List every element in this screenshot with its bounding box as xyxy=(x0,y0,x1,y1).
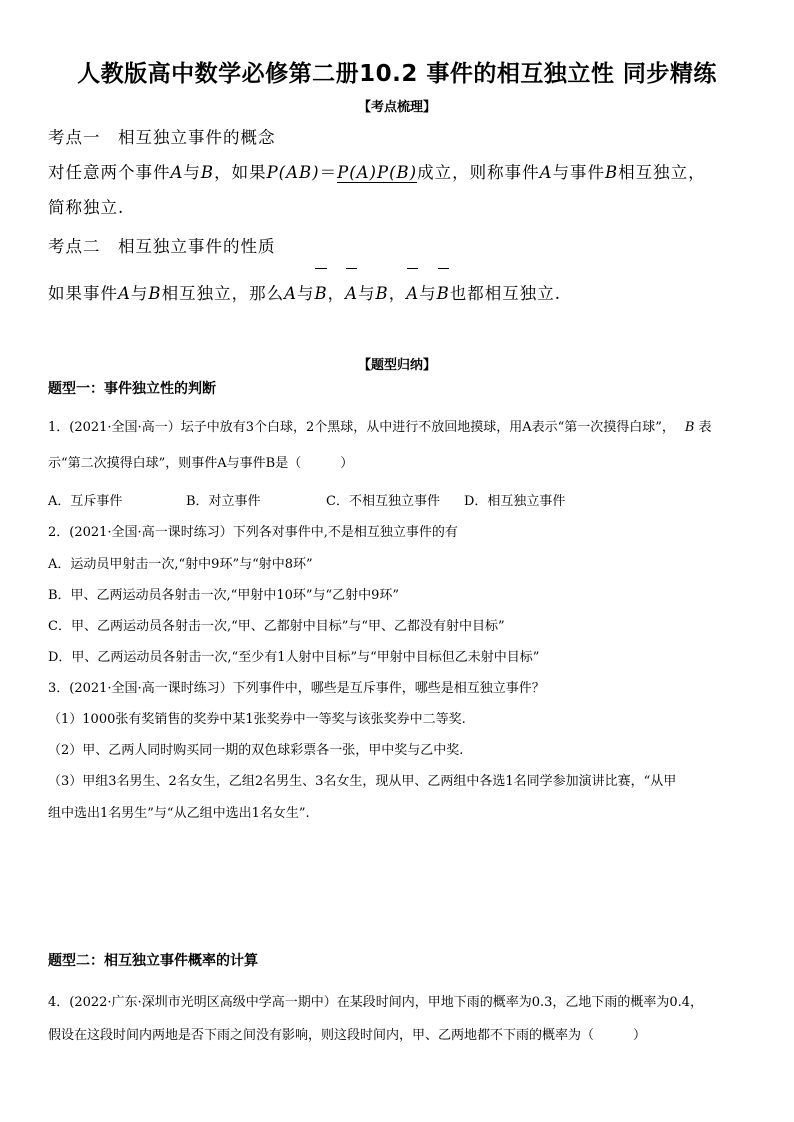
text: ， xyxy=(327,284,346,303)
question-3-item-3: （3）甲组3名男生、2名女生，乙组2名男生、3名女生，现从甲、乙两组中各选1名同学参加演讲比赛，“从甲 xyxy=(48,774,677,789)
text: 与 xyxy=(130,284,149,303)
question-2-stem: 2．(2021·全国·高一课时练习）下列各对事件中,不是相互独立事件的有 xyxy=(48,525,458,540)
text: 成立，则称事件 xyxy=(417,163,540,182)
event-a: A xyxy=(539,163,553,182)
text: 与 xyxy=(419,284,437,303)
question-2-option-d: D．甲、乙两运动员各射击一次,“至少有1人射中目标”与“甲射中目标但乙未射中目标” xyxy=(48,650,540,665)
question-2-option-a: A．运动员甲射击一次,“射中9环”与“射中8环” xyxy=(48,557,313,572)
text: 如果事件 xyxy=(48,284,118,303)
event-a: A xyxy=(284,284,297,303)
text: 与 xyxy=(183,163,201,182)
question-1-option-c: C．不相互独立事件 xyxy=(326,494,440,509)
complement-a: A xyxy=(406,284,420,303)
text: 表 xyxy=(698,420,712,435)
formula-right: P(A)P(B) xyxy=(337,163,418,182)
equals-sign: ＝ xyxy=(319,163,338,182)
formula-left: P(AB) xyxy=(266,163,320,182)
text: 1．(2021·全国·高一）坛子中放有3个白球，2个黑球，从中进行不放回地摸球，用A表示“第一次摸得白球”， xyxy=(48,420,675,435)
text: 相互独立， xyxy=(618,163,706,182)
question-3-item-2: （2）甲、乙两人同时购买同一期的双色球彩票各一张，甲中奖与乙中奖. xyxy=(48,743,464,758)
key-point-1-continuation: 简称独立. xyxy=(48,198,125,217)
text: ，如果 xyxy=(214,163,267,182)
event-b: B xyxy=(148,284,162,303)
text: 与 xyxy=(296,284,315,303)
question-3-stem: 3．(2021·全国·高一课时练习）下列事件中，哪些是互斥事件，哪些是相互独立事件？ xyxy=(48,681,545,696)
key-point-2-heading: 考点二 相互独立事件的性质 xyxy=(48,237,276,256)
text: 与事件 xyxy=(552,163,606,182)
key-point-1-heading: 考点一 相互独立事件的概念 xyxy=(48,128,276,147)
question-type-2-heading: 题型二：相互独立事件概率的计算 xyxy=(48,953,258,969)
section-heading-question-types: 【题型归纳】 xyxy=(357,358,436,373)
event-b: B xyxy=(200,163,215,182)
event-a: A xyxy=(170,163,184,182)
question-1-line-1 xyxy=(48,416,712,435)
complement-a: A xyxy=(345,284,359,303)
text: 也都相互独立. xyxy=(449,284,561,303)
event-b: B xyxy=(605,163,619,182)
question-type-1-heading: 题型一：事件独立性的判断 xyxy=(48,381,216,397)
event-b: B xyxy=(375,284,389,303)
event-a: A xyxy=(118,284,131,303)
question-1-option-a: A．互斥事件 xyxy=(48,494,123,509)
question-1-option-d: D．相互独立事件 xyxy=(464,494,566,509)
text: 相互独立，那么 xyxy=(161,284,285,303)
text: 与 xyxy=(358,284,376,303)
section-heading-key-points: 【考点梳理】 xyxy=(357,100,436,115)
question-4-line-1: 4．(2022·广东·深圳市光明区高级中学高一期中）在某段时间内，甲地下雨的概率为0.3，乙地下雨的概率为0.4， xyxy=(48,995,704,1010)
text: 对任意两个事件 xyxy=(48,163,171,182)
complement-b: B xyxy=(314,284,328,303)
event-b: B xyxy=(684,420,695,435)
text: ， xyxy=(388,284,407,303)
complement-b: B xyxy=(436,284,450,303)
question-4-line-2: 假设在这段时间内两地是否下雨之间没有影响，则这段时间内，甲、乙两地都不下雨的概率为（ ） xyxy=(48,1028,647,1043)
page-title: 人教版高中数学必修第二册10.2 事件的相互独立性 同步精练 xyxy=(77,61,717,87)
question-1-option-b: B．对立事件 xyxy=(186,494,261,509)
key-point-2-property xyxy=(48,280,561,304)
question-1-line-2: 示“第二次摸得白球”，则事件A与事件B是（ ） xyxy=(48,456,354,471)
key-point-1-definition xyxy=(48,159,706,183)
question-3-item-1: （1）1000张有奖销售的奖券中某1张奖券中一等奖与该张奖券中二等奖. xyxy=(48,712,466,727)
question-2-option-b: B．甲、乙两运动员各射击一次,“甲射中10环”与“乙射中9环” xyxy=(48,588,400,603)
question-2-option-c: C．甲、乙两运动员各射击一次,“甲、乙都射中目标”与“甲、乙都没有射中目标” xyxy=(48,619,505,634)
question-3-item-3-continued: 组中选出1名男生”与“从乙组中选出1名女生”. xyxy=(48,806,310,821)
